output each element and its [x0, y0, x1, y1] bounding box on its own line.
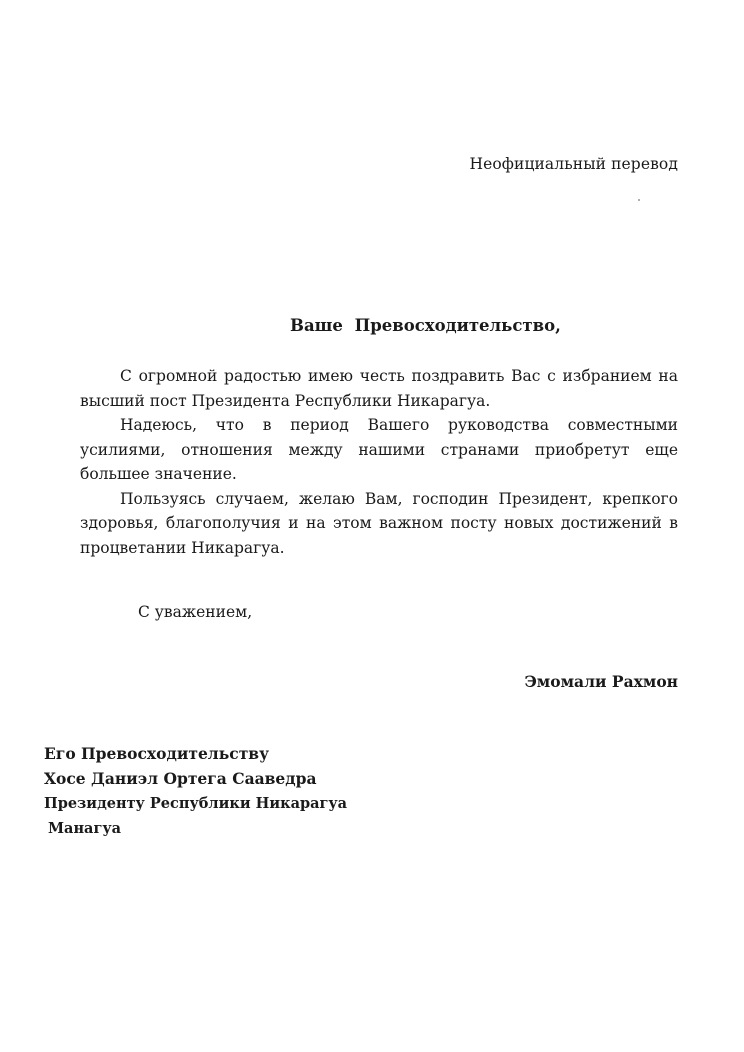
- salutation: Ваше Превосходительство,: [290, 316, 561, 335]
- unofficial-translation-note: Неофициальный перевод: [469, 155, 678, 173]
- address-line-name: Хосе Даниэл Ортега Сааведра: [44, 769, 317, 788]
- paragraph-congratulation: С огромной радостью имею честь поздравить Вас с избранием на высший пост Президента Республики Никарагуа.: [80, 367, 678, 410]
- paragraph-wishes: Пользуясь случаем, желаю Вам, господин Президент, крепкого здоровья, благополучия и на этом важном посту новых достижений в процветании Никарагуа.: [80, 489, 678, 557]
- signature-name: Эмомали Рахмон: [524, 672, 678, 691]
- letter-body: [80, 364, 678, 560]
- address-line-position: Президенту Республики Никарагуа: [44, 795, 348, 812]
- paragraph-hope: Надеюсь, что в период Вашего руководства совместными усилиями, отношения между нашими странами приобретут еще большее значение.: [80, 416, 678, 483]
- scan-speck: [638, 199, 640, 201]
- closing-phrase: С уважением,: [138, 603, 253, 621]
- address-line-title: Его Превосходительству: [44, 744, 269, 763]
- recipient-address: [44, 741, 347, 841]
- address-line-city: Манагуа: [48, 820, 122, 837]
